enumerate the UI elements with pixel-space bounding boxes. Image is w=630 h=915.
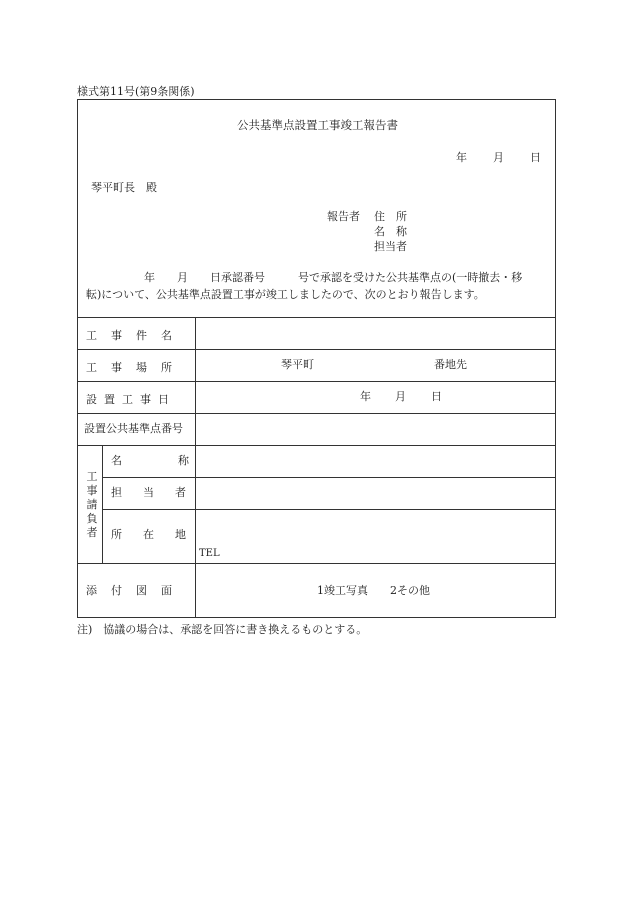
contractor-person-label: 担当者 xyxy=(111,486,207,499)
report-form xyxy=(77,99,556,618)
sub-row-divider xyxy=(102,477,555,478)
attachment-items: 1竣工写真 2その他 xyxy=(317,584,430,597)
install-date-month: 月 xyxy=(395,390,406,403)
contractor-label: 工事請負者 xyxy=(86,470,98,539)
date-day: 日 xyxy=(530,151,541,164)
contractor-location-label: 所在地 xyxy=(111,528,207,541)
contractor-name-label: 名称 xyxy=(111,454,245,467)
row-divider xyxy=(78,349,555,350)
table-top-line xyxy=(78,317,555,318)
date-month: 月 xyxy=(493,151,504,164)
attachments-label: 添付図面 xyxy=(86,584,186,597)
footnote: 注) 協議の場合は、承認を回答に書き換えるものとする。 xyxy=(77,623,368,636)
install-date-day: 日 xyxy=(431,390,442,403)
install-date-label xyxy=(86,391,188,407)
report-body-line2: 転)について、公共基準点設置工事が竣工しましたので、次のとおり報告します。 xyxy=(86,288,485,301)
date-year: 年 xyxy=(456,151,467,164)
point-number-label: 設置公共基準点番号 xyxy=(84,422,183,435)
sub-row-divider xyxy=(102,509,555,510)
reporter-label: 報告者 xyxy=(327,210,360,223)
install-date-year: 年 xyxy=(360,390,371,403)
banchi-text: 番地先 xyxy=(434,358,467,371)
report-body-line1: 年 月 日承認番号 号で承認を受けた公共基準点の(一時撤去・移 xyxy=(144,271,523,284)
reporter-address-label: 住 所 xyxy=(374,210,407,223)
document-title: 公共基準点設置工事竣工報告書 xyxy=(237,118,398,132)
install-date-label-text: 設置工事日 xyxy=(86,393,176,406)
work-place-label xyxy=(86,359,188,375)
row-divider xyxy=(78,445,555,446)
work-name-label xyxy=(86,327,188,343)
contractor-column-divider xyxy=(102,445,103,563)
work-place-label-text: 工事場所 xyxy=(86,361,186,374)
form-number: 様式第11号(第9条関係) xyxy=(77,85,195,98)
reporter-name-label: 名 称 xyxy=(374,225,407,238)
row-divider xyxy=(78,413,555,414)
row-divider xyxy=(78,563,555,564)
tel-label: TEL xyxy=(199,548,220,559)
row-divider xyxy=(78,381,555,382)
reporter-person-label: 担当者 xyxy=(374,240,407,253)
town-text: 琴平町 xyxy=(281,358,314,371)
label-column-divider xyxy=(195,317,196,617)
addressee: 琴平町長 殿 xyxy=(91,181,157,194)
work-name-label-text: 工事件名 xyxy=(86,329,186,342)
